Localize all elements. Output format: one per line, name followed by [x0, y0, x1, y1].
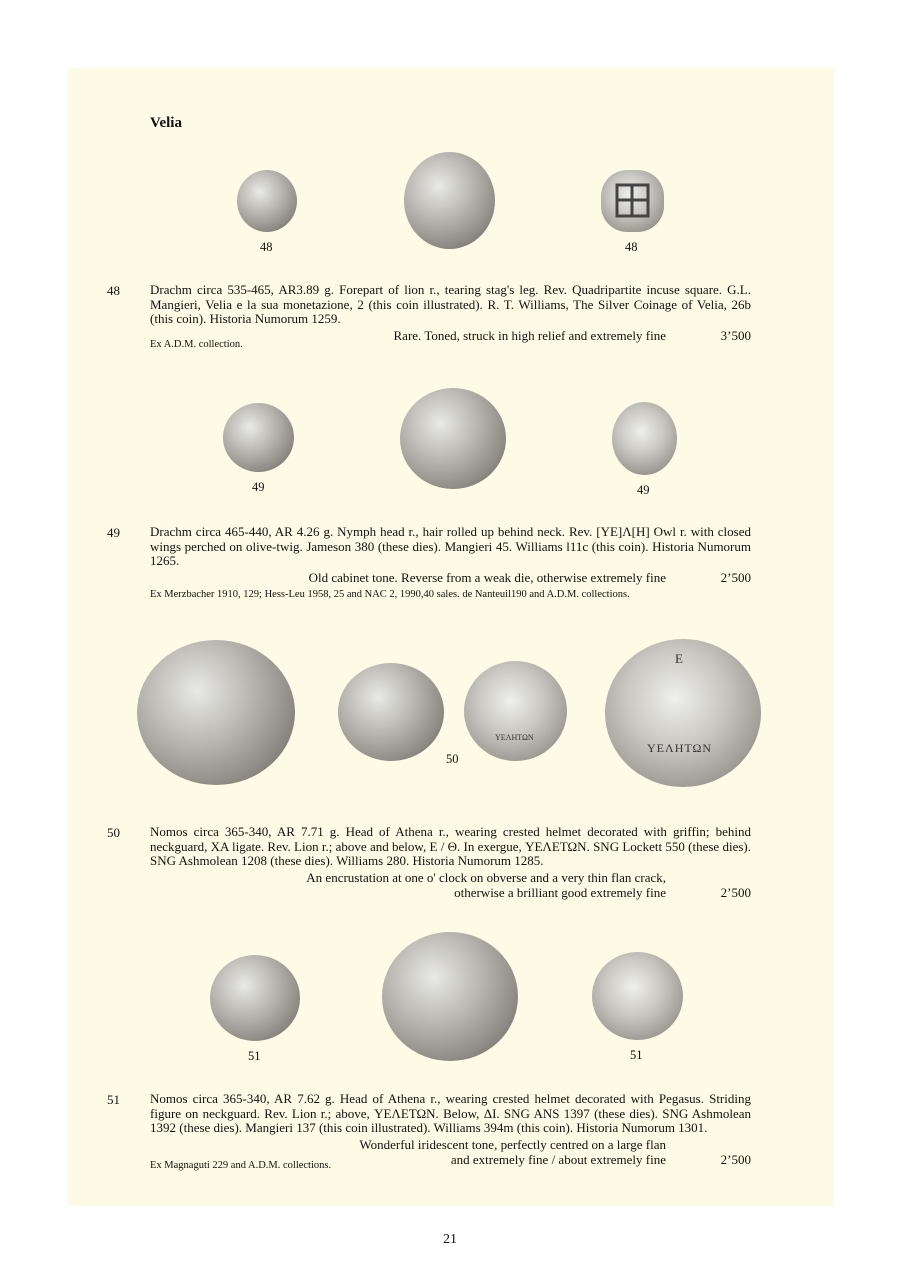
lot-estimate: 2’500	[720, 885, 751, 900]
image-label-51a: 51	[248, 1049, 261, 1063]
lot-description: Nomos circa 365-340, AR 7.62 g. Head of Athena r., wearing crested helmet decorated with Pegasus. Striding figure on neckguard. Rev. Lion r.; above, ΥΕΛΕΤΩΝ. Below, ΔΙ. SNG ANS 1397 (these dies). SNG Ashmolean 1392 (these dies). Mangieri 137 (this coin illustrated). Williams 394m (this coin). Historia Numorum 1301.	[150, 1091, 751, 1135]
coin-50-reverse-small	[464, 661, 567, 761]
lot-estimate: 2’500	[720, 1152, 751, 1167]
image-label-49b: 49	[637, 483, 650, 497]
lot-condition: Old cabinet tone. Reverse from a weak die, otherwise extremely fine	[308, 570, 666, 585]
coin-48-obverse-large	[404, 152, 495, 249]
lot-estimate: 2’500	[720, 570, 751, 585]
coin-50-obverse-small	[338, 663, 444, 761]
coin-legend: ΥΕΛΗΤΩΝ	[495, 733, 534, 742]
image-label-48a: 48	[260, 240, 273, 254]
image-label-48b: 48	[625, 240, 638, 254]
lot-number: 48	[107, 283, 120, 298]
lot-description: Drachm circa 535-465, AR3.89 g. Forepart of lion r., tearing stag's leg. Rev. Quadripartite incuse square. G.L. Mangieri, Velia e la sua monetazione, 2 (this coin illustrated). R. T. Williams, The Silver Coinage of Velia, 26b (this coin). Historia Numorum 1259.	[150, 282, 751, 326]
lot-provenance: Ex Magnaguti 229 and A.D.M. collections.	[150, 1160, 332, 1171]
section-title: Velia	[150, 115, 182, 131]
coin-49-obverse-small	[223, 403, 294, 472]
lot-number: 49	[107, 525, 120, 540]
coin-legend: ΥΕΛΗΤΩΝ	[647, 741, 713, 755]
image-label-50: 50	[446, 752, 459, 766]
coin-48-reverse	[601, 170, 664, 232]
coin-51-obverse-small	[210, 955, 300, 1041]
lot-condition: Rare. Toned, struck in high relief and extremely fine	[393, 328, 666, 343]
coin-letter: Ε	[675, 651, 683, 666]
image-label-51b: 51	[630, 1048, 643, 1062]
coin-48-obverse-small	[237, 170, 297, 232]
coin-51-reverse	[592, 952, 683, 1040]
lot-condition-line-1: An encrustation at one o' clock on obverse and a very thin flan crack,	[306, 870, 666, 885]
lot-condition-line-2: and extremely fine / about extremely fine	[450, 1152, 666, 1167]
coin-50-obverse-large	[137, 640, 295, 785]
coin-49-reverse	[612, 402, 677, 475]
coin-49-obverse-large	[400, 388, 506, 489]
lot-condition-line-1: Wonderful iridescent tone, perfectly centred on a large flan	[359, 1137, 666, 1152]
coin-51-obverse-large	[382, 932, 518, 1061]
lot-description: Nomos circa 365-340, AR 7.71 g. Head of Athena r., wearing crested helmet decorated with griffin; behind neckguard, XA ligate. Rev. Lion r.; above and below, Ε / Θ. In exergue, ΥΕΛΕΤΩΝ. SNG Lockett 550 (these dies). SNG Ashmolean 1208 (these dies). Williams 280. Historia Numorum 1285.	[150, 824, 751, 868]
lot-number: 51	[107, 1092, 120, 1107]
lot-number: 50	[107, 825, 120, 840]
image-label-49a: 49	[252, 480, 265, 494]
incuse-square-icon	[601, 170, 664, 232]
lot-description: Drachm circa 465-440, AR 4.26 g. Nymph head r., hair rolled up behind neck. Rev. [YE]Λ[H] Owl r. with closed wings perched on olive-twig. Jameson 380 (these dies). Mangieri 45. Williams l11c (this coin). Historia Numorum 1265.	[150, 524, 751, 568]
lot-estimate: 3’500	[720, 328, 751, 343]
lot-provenance: Ex A.D.M. collection.	[150, 339, 243, 350]
lot-condition-line-2: otherwise a brilliant good extremely fine	[454, 885, 666, 900]
page-number: 21	[443, 1232, 457, 1247]
lot-provenance: Ex Merzbacher 1910, 129; Hess-Leu 1958, 25 and NAC 2, 1990,40 sales. de Nanteuil190 and A.D.M. collections.	[150, 589, 630, 600]
coin-50-reverse-large	[605, 639, 761, 787]
